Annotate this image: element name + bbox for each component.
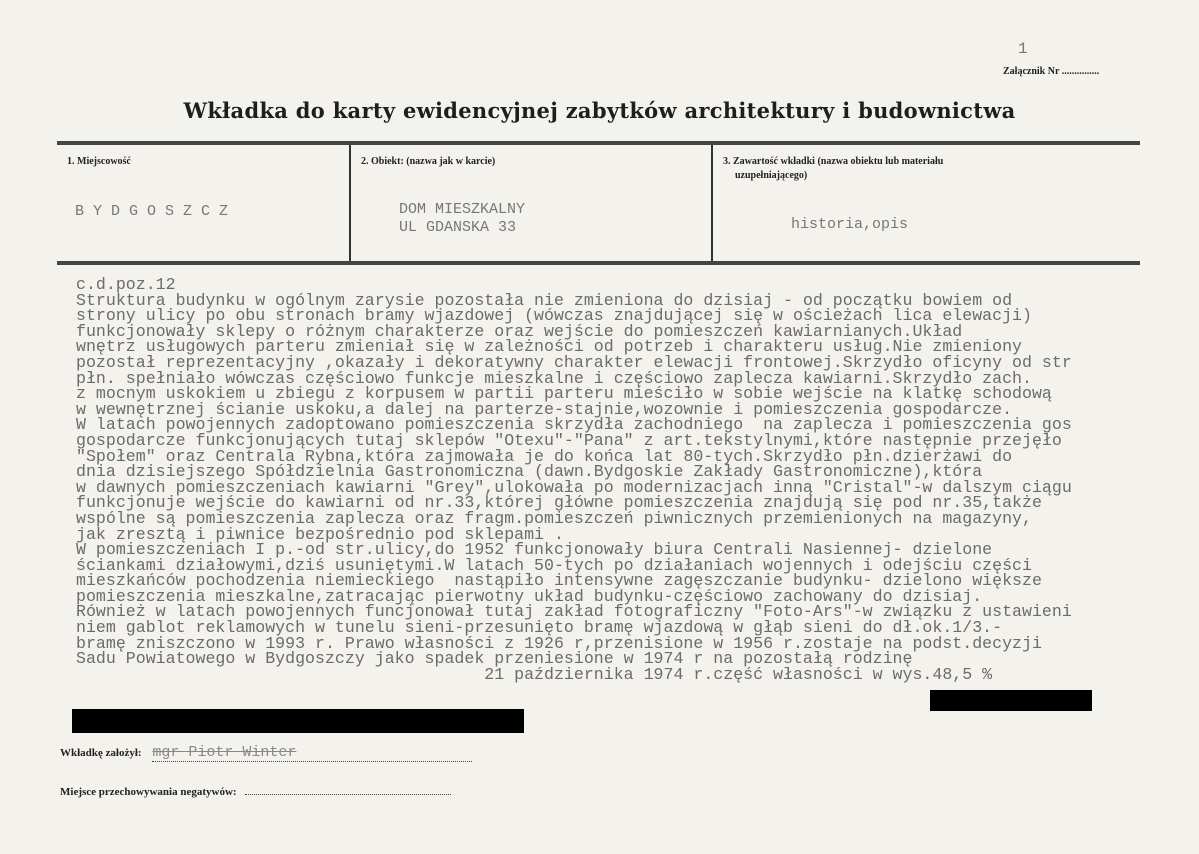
body-line: w wewnętrznej ścianie uskoku,a dalej na parterze-stajnie,wozownie i pomieszczenia gospodarcze. (76, 399, 1013, 419)
body-line: W pomieszczeniach I p.-od str.ulicy,do 1952 funkcjonowały biura Centrali Nasiennej- dzielone (76, 540, 993, 560)
body-line: bramę zniszczono w 1993 r. Prawo własności z 1926 r,przenisione w 1956 r.zostaje na podst.decyzji (76, 633, 1042, 653)
body-line: z mocnym uskokiem u zbiegu z korpusem w partii parteru mieściło w sobie wejście na klatkę schodową (76, 384, 1052, 404)
author-field (152, 744, 472, 762)
body-line: niem gablot reklamowych w tunelu sieni-przesunięto bramę wjazdową w głąb sieni do dł.ok.1/3.- (76, 618, 1003, 638)
negatives-row (60, 786, 451, 798)
annex-label: Załącznik Nr ............... (1003, 66, 1100, 77)
author-row (60, 744, 472, 762)
negatives-field (245, 794, 451, 795)
field-label (723, 155, 943, 183)
field-value-line: DOM MIESZKALNY (399, 201, 526, 218)
body-line: ściankami działowymi,dziś usuniętymi.W latach 50-tych po działaniach wojennych i odejściu części (76, 555, 1032, 575)
body-line: wnętrz usługowych parteru zmieniał się w zależności od potrzeb i charakteru usług.Nie zmieniony (76, 337, 1022, 357)
body-line: W latach powojennych zadoptowano pomieszczenia skrzydła zachodniego na zaplecza i pomieszczenia gos (76, 415, 1072, 435)
field-label-line: 3. Zawartość wkładki (nazwa obiektu lub materiału (723, 156, 944, 167)
redaction-box (930, 690, 1092, 711)
body-line: Struktura budynku w ogólnym zarysie pozostała nie zmieniona do dzisiaj - od początku bowiem od (76, 290, 1013, 310)
redaction-box (72, 709, 524, 733)
body-line: pozostał reprezentacyjny ,okazały i dekoratywny charakter elewacji frontowej.Skrzydło oficyny od str (76, 352, 1072, 372)
negatives-label: Miejsce przechowywania negatywów: (60, 786, 237, 798)
body-line: wspólne są pomieszczenia zaplecza oraz fragm.pomieszczeń piwnicznych przemienionych na magazyny, (76, 508, 1032, 528)
field-label: 2. Obiekt: (nazwa jak w karcie) (361, 156, 496, 167)
author-value: mgr Piotr Winter (152, 744, 297, 761)
body-line: Również w latach powojennych funcjonował tutaj zakład fotograficzny "Foto-Ars"-w związku z ustawieni (76, 602, 1072, 622)
field-value: B Y D G O S Z C Z (75, 203, 229, 220)
body-line: "Społem" oraz Centrala Rybna,która zajmowała je do końca lat 80-tych.Skrzydło płn.dzierżawi do (76, 446, 1013, 466)
body-line: płn. spełniało wówczas częściowo funkcje mieszkalne i częściowo zaplecza kawiarni.Skrzydło zach. (76, 368, 1032, 388)
field-label: 1. Miejscowość (67, 156, 131, 167)
field-locality (57, 145, 349, 261)
body-line: jak zresztą i piwnice bezpośrednio pod sklepami . (76, 524, 564, 544)
page-number: 1 (1018, 40, 1028, 58)
body-line: funkcjonowały sklepy o różnym charakterze oraz wejście do pomieszczeń kawiarnianych.Układ (76, 321, 963, 341)
body-text (76, 277, 1072, 682)
body-line: c.d.poz.12 (76, 275, 176, 294)
field-value: historia,opis (791, 216, 909, 233)
field-contents (711, 145, 1140, 261)
body-line: funkcjonuje wejście do kawiarni od nr.33,której główne pomieszczenia znajdują się pod nr.35,także (76, 493, 1042, 513)
body-line: dnia dzisiejszego Spółdzielnia Gastronomiczna (dawn.Bydgoskie Zakłady Gastronomiczne),która (76, 462, 983, 482)
header-fields-table (57, 141, 1140, 265)
body-line: Sadu Powiatowego w Bydgoszczy jako spadek przeniesione w 1974 r na pozostałą rodzinę (76, 649, 913, 669)
field-label-line: uzupełniającego) (735, 170, 808, 181)
body-line: gospodarcze funkcjonujących tutaj sklepów "Otexu"-"Pana" z art.tekstylnymi,które następnie przejęło (76, 430, 1062, 450)
document-title: Wkładka do karty ewidencyjnej zabytków architektury i budownictwa (183, 98, 1016, 123)
author-label: Wkładkę założył: (60, 747, 142, 759)
body-line: mieszkańców pochodzenia niemieckiego nastąpiło intensywne zagęszczanie budynku- dzielono większe (76, 571, 1042, 591)
body-line: 21 października 1974 r.część własności w wys.48,5 % (76, 664, 993, 684)
body-line: w dawnych pomieszczeniach kawiarni "Grey",ulokowała po modernizacjach inną "Cristal"-w dalszym ciągu (76, 477, 1072, 497)
field-object (349, 145, 711, 261)
field-value-line: UL GDANSKA 33 (399, 219, 517, 236)
body-line: pomieszczenia mieszkalne,zatracając pierwotny układ budynku-częściowo zachowany do dzisiaj. (76, 586, 983, 606)
body-line: strony ulicy po obu stronach bramy wjazdowej (wówczas znajdującej się w ościeżach lica elewacji) (76, 306, 1032, 326)
